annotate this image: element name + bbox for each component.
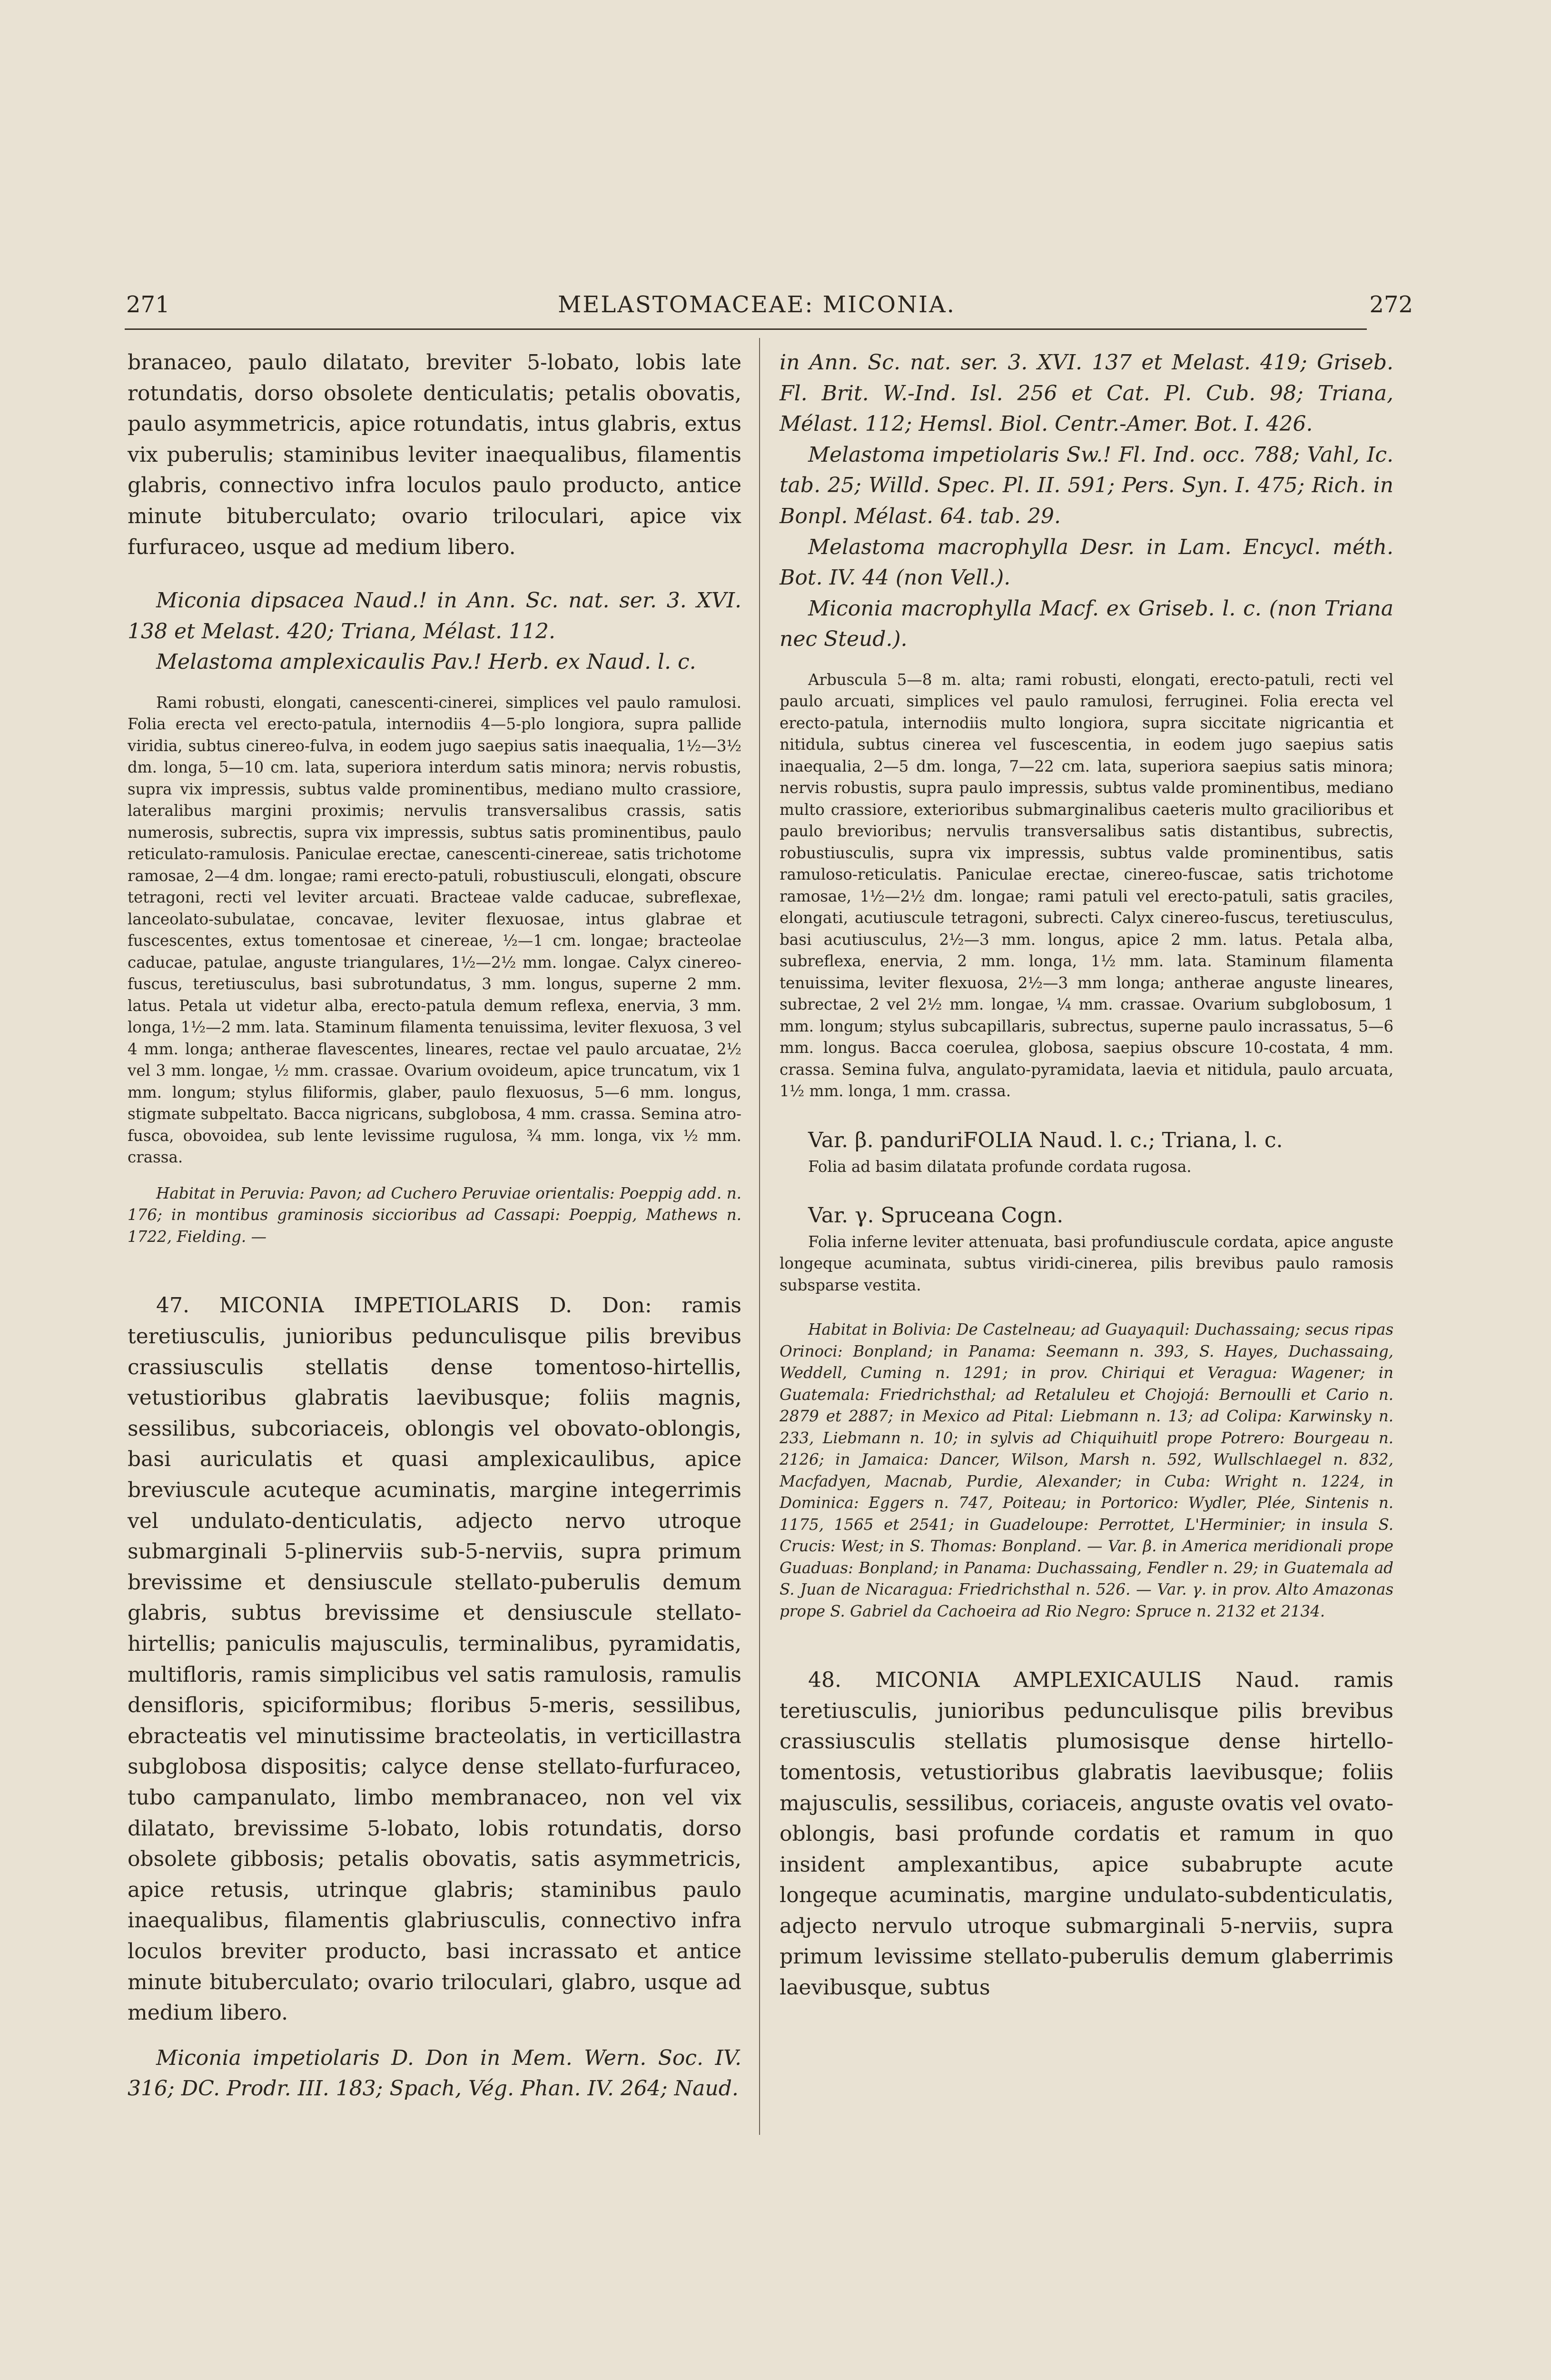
synonym-continuation: in Ann. Sc. nat. ser. 3. XVI. 137 et Melast. 419; Griseb. Fl. Brit. W.-Ind. Isl. 256 et Cat. Pl. Cub. 98; Triana, Mélast. 112; Hemsl. Biol. Centr.-Amer. Bot. I. 426. xyxy=(780,350,1393,436)
species-47-description: 47. MICONIA IMPETIOLARIS D. Don: ramis teretiusculis, junioribus pedunculisque pilis brevibus crassiusculis stellatis dense tomentoso-hirtellis, vetustioribus glabratis laevibusque; foliis magnis, sessilibus, subcoriaceis, oblongis vel obovato-oblongis, basi auriculatis et quasi amplexicaulibus, apice breviuscule acuteque acuminatis, margine integerrimis vel undulato-denticulatis, adjecto nervo utroque submarginali 5-plinerviis sub-5-nerviis, supra primum brevissime et densiuscule stellato-puberulis demum glabris, subtus brevissime et densiuscule stellato-hirtellis; paniculis majusculis, terminalibus, pyramidatis, multifloris, ramis simplicibus vel satis ramulosis, ramulis densifloris, spiciformibus; floribus 5-meris, sessilibus, ebracteatis vel minutissime bracteolatis, in verticillastra subglobosa dispositis; calyce dense stellato-furfuraceo, tubo campanulato, limbo membranaceo, non vel vix dilatato, brevissime 5-lobato, lobis rotundatis, dorso obsolete gibbosis; petalis obovatis, satis asymmetricis, apice retusis, utrinque glabris; staminibus paulo inaequalibus, filamentis glabriusculis, connectivo infra loculos breviter producto, basi incrassato et antice minute bituberculato; ovario triloculari, glabro, usque ad medium libero. xyxy=(128,1293,741,2025)
left-page-number: 271 xyxy=(126,291,170,318)
variety-gamma-heading: Var. γ. Spruceana Cogn. xyxy=(808,1203,1064,1228)
right-page-number: 272 xyxy=(1369,291,1413,318)
species-48-description: 48. MICONIA AMPLEXICAULIS Naud. ramis teretiusculis, junioribus pedunculisque pilis brevibus crassiusculis stellatis plumosisque dense hirtello-tomentosis, vetustioribus glabratis laevibusque; foliis majusculis, sessilibus, coriaceis, anguste ovatis vel ovato-oblongis, basi profunde cordatis et ramum in quo insident amplexantibus, apice subabrupte acute longeque acuminatis, margine undulato-subdenticulatis, adjecto nervulo utroque submarginali 5-nerviis, supra primum levissime stellato-puberulis demum glaberrimis laevibusque, subtus xyxy=(780,1668,1393,2000)
detailed-description: Rami robusti, elongati, canescenti-cinerei, simplices vel paulo ramulosi. Folia erecta vel erecto-patula, internodiis 4—5-plo longiora, supra pallide viridia, subtus cinereo-fulva, in eodem jugo saepius satis inaequalia, 1½—3½ dm. longa, 5—10 cm. lata, superiora interdum satis minora; nervis robustis, supra vix impressis, subtus valde prominentibus, mediano multo crassiore, lateralibus margini proximis; nervulis transversalibus crassis, satis numerosis, subrectis, supra vix impressis, subtus satis prominentibus, paulo reticulato-ramulosis. Paniculae erectae, canescenti-cinereae, satis trichotome ramosae, 2—4 dm. longae; rami erecto-patuli, robustiusculi, elongati, obscure tetragoni, recti vel leviter arcuati. Bracteae valde caducae, subreflexae, lanceolato-subulatae, concavae, leviter flexuosae, intus glabrae et fuscescentes, extus tomentosae et cinereae, ½—1 cm. longae; bracteolae caducae, patulae, anguste triangulares, 1½—2½ mm. longae. Calyx cinereo-fuscus, teretiusculus, basi subrotundatus, 3 mm. longus, superne 2 mm. latus. Petala ut videtur alba, erecto-patula demum reflexa, enervia, 3 mm. longa, 1½—2 mm. lata. Staminum filamenta tenuissima, leviter flexuosa, 3 vel 4 mm. longa; antherae flavescentes, lineares, rectae vel paulo arcuatae, 2½ vel 3 mm. longae, ½ mm. crassae. Ovarium ovoideum, apice truncatum, vix 1 mm. longum; stylus filiformis, glaber, paulo flexuosus, 5—6 mm. longus, stigmate subpeltato. Bacca nigricans, subglobosa, 4 mm. crassa. Semina atro-fusca, obovoidea, sub lente levissime rugulosa, ¾ mm. longa, vix ½ mm. crassa. xyxy=(128,693,741,1167)
synonym-miconia-impetiolaris: Miconia impetiolaris D. Don in Mem. Wern. Soc. IV. 316; DC. Prodr. III. 183; Spach, Vég. Phan. IV. 264; Naud. xyxy=(128,2045,741,2101)
column-divider xyxy=(759,338,760,2135)
synonym-miconia-macrophylla: Miconia macrophylla Macf. ex Griseb. l. c. (non Triana nec Steud.). xyxy=(780,596,1393,652)
right-column xyxy=(780,347,1393,2003)
header-rule xyxy=(125,328,1367,330)
habitat-paragraph: Habitat in Peruvia: Pavon; ad Cuchero Peruviae orientalis: Poeppig add. n. 176; in montibus graminosis siccioribus ad Cassapi: Poeppig, Mathews n. 1722, Fielding. — xyxy=(128,1184,741,1246)
running-header xyxy=(0,291,1551,329)
description-continuation: branaceo, paulo dilatato, breviter 5-lobato, lobis late rotundatis, dorso obsolete denticulatis; petalis obovatis, paulo asymmetricis, apice rotundatis, intus glabris, extus vix puberulis; staminibus leviter inaequalibus, filamentis glabris, connectivo infra loculos paulo producto, antice minute bituberculato; ovario triloculari, apice vix furfuraceo, usque ad medium libero. xyxy=(128,350,741,559)
habitat-paragraph: Habitat in Bolivia: De Castelneau; ad Guayaquil: Duchassaing; secus ripas Orinoci: Bonpland; in Panama: Seemann n. 393, S. Hayes, Duchassaing, Weddell, Cuming n. 1291; in prov. Chiriqui et Veragua: Wagener; in Guatemala: Friedrichsthal; ad Retaluleu et Chojojá: Bernoulli et Cario n. 2879 et 2887; in Mexico ad Pital: Liebmann n. 13; ad Colipa: Karwinsky n. 233, Liebmann n. 10; in sylvis ad Chiquihuitl prope Potrero: Bourgeau n. 2126; in Jamaica: Dancer, Wilson, Marsh n. 592, Wullschlaegel n. 832, Macfadyen, Macnab, Purdie, Alexander; in Cuba: Wright n. 1224, in Dominica: Eggers n. 747, Poiteau; in Portorico: Wydler, Plée, Sintenis n. 1175, 1565 et 2541; in Guadeloupe: Perrottet, L'Herminier; in insula S. Crucis: West; in S. Thomas: Bonpland. — Var. β. in America meridionali prope Guaduas: Bonpland; in Panama: Duchassaing, Fendler n. 29; in Guatemala ad S. Juan de Nicaragua: Friedrichsthal n. 526. — Var. γ. in prov. Alto Amazonas prope S. Gabriel da Cachoeira ad Rio Negro: Spruce n. 2132 et 2134. xyxy=(780,1320,1393,1620)
variety-beta-text: Folia ad basim dilatata profunde cordata rugosa. xyxy=(808,1157,1192,1176)
variety-gamma-text: Folia inferne leviter attenuata, basi profundiuscule cordata, apice anguste longeque acuminata, subtus viridi-cinerea, pilis brevibus paulo ramosis subsparse vestita. xyxy=(780,1232,1393,1294)
left-column xyxy=(128,347,741,2104)
detailed-description: Arbuscula 5—8 m. alta; rami robusti, elongati, erecto-patuli, recti vel paulo arcuati, simplices vel paulo ramulosi, ferruginei. Folia erecta vel erecto-patula, internodiis multo longiora, supra siccitate nigricantia et nitidula, subtus cinerea vel fuscescentia, in eodem jugo saepius satis inaequalia, 2—5 dm. longa, 7—22 cm. lata, superiora saepius satis minora; nervis robustis, supra paulo impressis, subtus valde prominentibus, mediano multo crassiore, exterioribus submarginalibus caeteris multo gracilioribus et paulo brevioribus; nervulis transversalibus satis distantibus, subrectis, robustiusculis, supra vix impressis, subtus valde prominentibus, satis ramuloso-reticulatis. Paniculae erectae, cinereo-fuscae, satis trichotome ramosae, 1½—2½ dm. longae; rami patuli vel erecto-patuli, satis graciles, elongati, acutiuscule tetragoni, subrecti. Calyx cinereo-fuscus, teretiusculus, basi acutiusculus, 2½—3 mm. longus, apice 2 mm. latus. Petala alba, subreflexa, enervia, 2 mm. longa, 1½ mm. lata. Staminum filamenta tenuissima, leviter flexuosa, 2½—3 mm longa; antherae anguste lineares, subrectae, 2 vel 2½ mm. longae, ¼ mm. crassae. Ovarium subglobosum, 1 mm. longum; stylus subcapillaris, subrectus, superne paulo incrassatus, 5—6 mm. longus. Bacca coerulea, globosa, saepius obscure 10-costata, 4 mm. crassa. Semina fulva, angulato-pyramidata, laevia et nitidula, paulo arcuata, 1½ mm. longa, 1 mm. crassa. xyxy=(780,670,1393,1101)
synonym-miconia-dipsacea: Miconia dipsacea Naud.! in Ann. Sc. nat. ser. 3. XVI. 138 et Melast. 420; Triana, Mélast. 112. xyxy=(128,588,741,644)
running-title: MELASTOMACEAE: MICONIA. xyxy=(558,291,956,318)
synonym-melastoma-macrophylla: Melastoma macrophylla Desr. in Lam. Encycl. méth. Bot. IV. 44 (non Vell.). xyxy=(780,535,1393,590)
variety-beta-heading: Var. β. panduriFOLIA Naud. l. c.; Triana, l. c. xyxy=(808,1128,1283,1152)
synonym-melastoma-amplexicaulis: Melastoma amplexicaulis Pav.! Herb. ex Naud. l. c. xyxy=(156,650,696,674)
synonym-melastoma-impetiolaris: Melastoma impetiolaris Sw.! Fl. Ind. occ. 788; Vahl, Ic. tab. 25; Willd. Spec. Pl. II. 591; Pers. Syn. I. 475; Rich. in Bonpl. Mélast. 64. tab. 29. xyxy=(780,442,1393,528)
